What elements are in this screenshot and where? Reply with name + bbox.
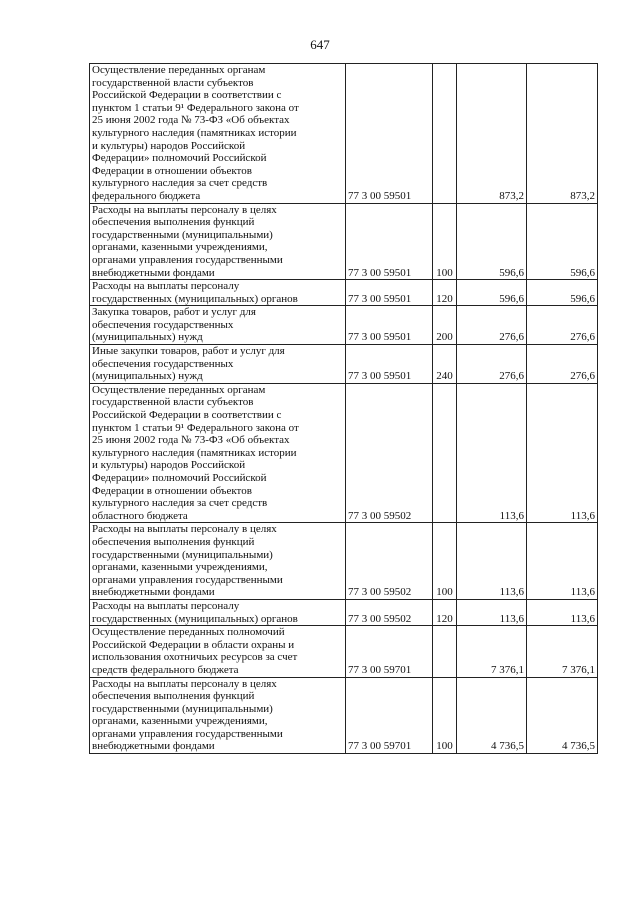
description-line: Расходы на выплаты персоналу в целях <box>92 203 277 216</box>
description-line: Российской Федерации в области охраны и <box>92 638 295 651</box>
description-line: Федерации в отношении объектов <box>92 164 252 177</box>
description-line: обеспечения выполнения функций <box>92 216 255 229</box>
description-line: государственными (муниципальными) <box>92 228 273 241</box>
amount-year-2: 113,6 <box>527 523 598 600</box>
target-article-code: 77 3 00 59501 <box>346 306 433 345</box>
expense-type-code <box>433 626 457 677</box>
row-description <box>90 523 346 600</box>
amount-year-1: 596,6 <box>457 203 527 280</box>
target-article-code: 77 3 00 59501 <box>346 345 433 384</box>
amount-year-2: 276,6 <box>527 306 598 345</box>
description-line: обеспечения выполнения функций <box>92 690 255 703</box>
description-line: органами управления государственными <box>92 253 283 266</box>
description-line: (муниципальных) нужд <box>92 331 203 344</box>
description-line: Федерации» полномочий Российской <box>92 472 267 484</box>
description-line: Расходы на выплаты персоналу в целях <box>92 677 277 690</box>
target-article-code: 77 3 00 59701 <box>346 626 433 677</box>
page-number: 647 <box>310 37 330 52</box>
table-row <box>90 64 598 204</box>
target-article-code: 77 3 00 59502 <box>346 599 433 625</box>
row-description <box>90 345 346 384</box>
expense-type-code: 100 <box>433 677 457 754</box>
amount-year-2: 596,6 <box>527 203 598 280</box>
description-line: Расходы на выплаты персоналу <box>92 599 240 612</box>
description-line: Расходы на выплаты персоналу в целях <box>92 523 277 536</box>
row-description <box>90 306 346 345</box>
amount-year-1: 113,6 <box>457 523 527 600</box>
amount-year-2: 873,2 <box>527 64 598 204</box>
description-line: органами, казенными учреждениями, <box>92 561 268 574</box>
description-line: 25 июня 2002 года № 73-ФЗ «Об объектах <box>92 114 290 127</box>
row-description <box>90 280 346 306</box>
description-line: Российской Федерации в соответствии с <box>92 409 282 422</box>
row-description <box>90 383 346 523</box>
table-row <box>90 677 598 754</box>
description-line: Осуществление переданных органам <box>92 383 266 396</box>
amount-year-2: 596,6 <box>527 280 598 306</box>
table-row <box>90 626 598 677</box>
table-row <box>90 523 598 600</box>
description-line: обеспечения выполнения функций <box>92 535 255 548</box>
expense-type-code: 240 <box>433 345 457 384</box>
description-line: Иные закупки товаров, работ и услуг для <box>92 345 285 358</box>
table-row <box>90 203 598 280</box>
description-line: государственными (муниципальными) <box>92 702 273 715</box>
amount-year-1: 113,6 <box>457 383 527 523</box>
expense-type-code <box>433 64 457 204</box>
amount-year-1: 276,6 <box>457 306 527 345</box>
row-description <box>90 677 346 754</box>
expense-type-code: 120 <box>433 280 457 306</box>
description-line: Федерации» полномочий Российской <box>92 152 267 165</box>
target-article-code: 77 3 00 59501 <box>346 203 433 280</box>
amount-year-1: 4 736,5 <box>457 677 527 754</box>
description-line: культурного наследия за счет средств <box>92 497 268 510</box>
row-description <box>90 203 346 280</box>
description-line: (муниципальных) нужд <box>92 370 203 383</box>
row-description <box>90 64 346 204</box>
description-line: и культуры) народов Российской <box>92 459 246 472</box>
expense-type-code <box>433 383 457 523</box>
target-article-code: 77 3 00 59502 <box>346 383 433 523</box>
description-line: культурного наследия за счет средств <box>92 177 268 190</box>
expense-type-code: 120 <box>433 599 457 625</box>
expense-type-code: 100 <box>433 203 457 280</box>
expense-type-code: 100 <box>433 523 457 600</box>
description-line: государственных (муниципальных) органов <box>92 292 298 305</box>
amount-year-2: 113,6 <box>527 599 598 625</box>
amount-year-2: 113,6 <box>527 383 598 523</box>
row-description <box>90 599 346 625</box>
description-line: внебюджетными фондами <box>92 266 215 279</box>
description-line: органами, казенными учреждениями, <box>92 241 268 254</box>
budget-table <box>89 63 598 754</box>
description-line: государственной власти субъектов <box>92 396 254 409</box>
amount-year-1: 276,6 <box>457 345 527 384</box>
target-article-code: 77 3 00 59501 <box>346 280 433 306</box>
description-line: и культуры) народов Российской <box>92 139 246 152</box>
table-row <box>90 306 598 345</box>
description-line: областного бюджета <box>92 509 188 522</box>
description-line: органами, казенными учреждениями, <box>92 715 268 728</box>
description-line: Осуществление переданных органам <box>92 64 266 76</box>
amount-year-1: 873,2 <box>457 64 527 204</box>
description-line: пунктом 1 статьи 9¹ Федерального закона от <box>92 101 299 114</box>
table-row <box>90 383 598 523</box>
description-line: использования охотничьих ресурсов за счет <box>92 651 298 664</box>
description-line: пунктом 1 статьи 9¹ Федерального закона от <box>92 421 299 434</box>
description-line: культурного наследия (памятниках истории <box>92 126 297 139</box>
description-line: обеспечения государственных <box>92 318 234 331</box>
description-line: Российской Федерации в соответствии с <box>92 89 282 102</box>
description-line: Закупка товаров, работ и услуг для <box>92 306 256 319</box>
table-row <box>90 345 598 384</box>
amount-year-1: 596,6 <box>457 280 527 306</box>
description-line: внебюджетными фондами <box>92 586 215 599</box>
table-row <box>90 599 598 625</box>
description-line: органами управления государственными <box>92 727 283 740</box>
description-line: средств федерального бюджета <box>92 663 239 676</box>
description-line: государственными (муниципальными) <box>92 548 273 561</box>
description-line: культурного наследия (памятниках истории <box>92 446 297 459</box>
target-article-code: 77 3 00 59701 <box>346 677 433 754</box>
description-line: Расходы на выплаты персоналу <box>92 280 240 293</box>
description-line: федерального бюджета <box>92 189 201 202</box>
description-line: органами управления государственными <box>92 573 283 586</box>
table-row <box>90 280 598 306</box>
description-line: Осуществление переданных полномочий <box>92 626 285 639</box>
target-article-code: 77 3 00 59501 <box>346 64 433 204</box>
row-description <box>90 626 346 677</box>
amount-year-1: 7 376,1 <box>457 626 527 677</box>
target-article-code: 77 3 00 59502 <box>346 523 433 600</box>
description-line: 25 июня 2002 года № 73-ФЗ «Об объектах <box>92 434 290 447</box>
amount-year-2: 7 376,1 <box>527 626 598 677</box>
description-line: государственной власти субъектов <box>92 76 254 89</box>
expense-type-code: 200 <box>433 306 457 345</box>
description-line: внебюджетными фондами <box>92 740 215 753</box>
description-line: обеспечения государственных <box>92 357 234 370</box>
amount-year-2: 4 736,5 <box>527 677 598 754</box>
budget-table-body <box>90 64 598 754</box>
amount-year-2: 276,6 <box>527 345 598 384</box>
description-line: государственных (муниципальных) органов <box>92 612 298 625</box>
amount-year-1: 113,6 <box>457 599 527 625</box>
description-line: Федерации в отношении объектов <box>92 484 252 497</box>
